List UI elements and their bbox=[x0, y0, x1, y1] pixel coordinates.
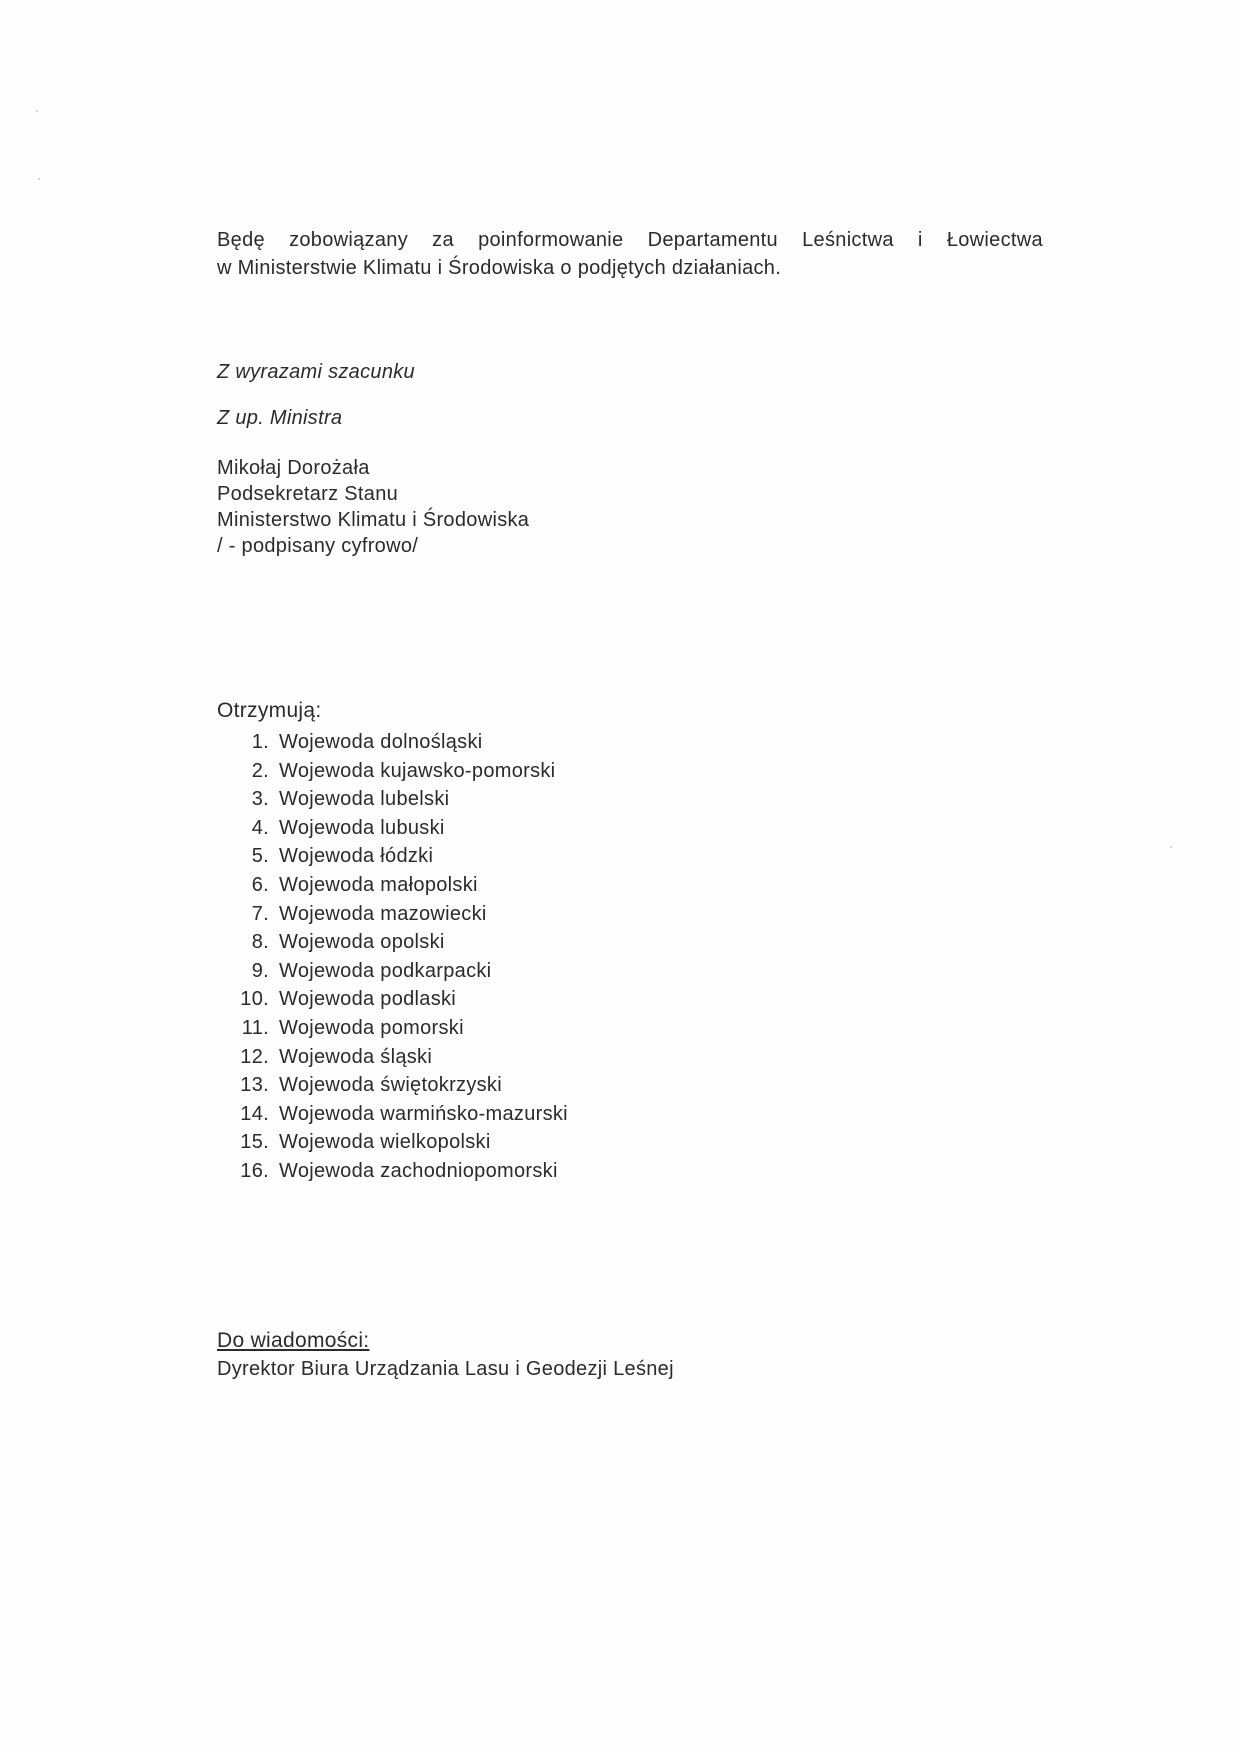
scan-speck bbox=[1170, 846, 1172, 848]
paragraph-word: i bbox=[917, 229, 923, 251]
paragraph-word: Departamentu bbox=[647, 229, 778, 251]
recipient-item bbox=[217, 1014, 568, 1043]
scan-speck bbox=[36, 110, 38, 112]
cc-heading: Do wiadomości: bbox=[217, 1329, 370, 1352]
recipients-heading: Otrzymują: bbox=[217, 699, 322, 722]
paragraph-line-1 bbox=[217, 226, 1043, 254]
recipient-name: Wojewoda lubelski bbox=[279, 788, 450, 811]
recipient-number: 15. bbox=[240, 1131, 269, 1154]
recipient-item bbox=[217, 1071, 568, 1100]
cc-recipient: Dyrektor Biura Urządzania Lasu i Geodezji Leśnej bbox=[217, 1358, 674, 1380]
recipient-item bbox=[217, 757, 568, 786]
paragraph-word: Będę bbox=[217, 229, 265, 251]
paragraph-word: Łowiectwa bbox=[946, 229, 1043, 251]
recipient-item bbox=[217, 814, 568, 843]
signature-note: / - podpisany cyfrowo/ bbox=[217, 535, 419, 557]
recipient-name: Wojewoda wielkopolski bbox=[279, 1131, 491, 1154]
recipient-number: 5. bbox=[251, 845, 269, 868]
recipient-item bbox=[217, 1043, 568, 1072]
signatory-block bbox=[217, 455, 529, 559]
recipient-number: 10. bbox=[240, 988, 269, 1011]
recipient-number: 4. bbox=[251, 816, 269, 839]
recipient-number: 12. bbox=[240, 1045, 269, 1068]
recipient-item bbox=[217, 957, 568, 986]
recipient-name: Wojewoda świętokrzyski bbox=[279, 1074, 502, 1097]
recipient-name: Wojewoda mazowiecki bbox=[279, 902, 487, 925]
recipient-number: 16. bbox=[240, 1159, 269, 1182]
recipient-name: Wojewoda kujawsko-pomorski bbox=[279, 759, 556, 782]
recipient-number: 1. bbox=[251, 731, 269, 753]
recipient-number: 11. bbox=[241, 1016, 269, 1039]
recipient-item bbox=[217, 900, 568, 929]
paragraph-word: poinformowanie bbox=[478, 229, 624, 251]
recipient-item bbox=[217, 785, 568, 814]
recipient-item bbox=[217, 1128, 568, 1157]
recipient-number: 2. bbox=[251, 759, 269, 782]
recipient-number: 6. bbox=[251, 873, 269, 896]
recipient-name: Wojewoda opolski bbox=[279, 931, 445, 954]
scan-speck bbox=[38, 178, 40, 180]
recipient-number: 9. bbox=[251, 959, 269, 982]
recipient-item bbox=[217, 728, 568, 757]
signatory-name: Mikołaj Dorożała bbox=[217, 457, 370, 479]
recipient-name: Wojewoda lubuski bbox=[279, 816, 445, 839]
recipient-item bbox=[217, 985, 568, 1014]
recipient-item bbox=[217, 1100, 568, 1129]
closing-salutation: Z wyrazami szacunku bbox=[217, 361, 415, 383]
recipients-list bbox=[217, 728, 568, 1186]
paragraph-word: Leśnictwa bbox=[802, 229, 894, 251]
recipient-name: Wojewoda podlaski bbox=[279, 988, 457, 1011]
recipient-item bbox=[217, 1157, 568, 1186]
recipient-name: Wojewoda zachodniopomorski bbox=[279, 1159, 558, 1182]
paragraph-word: zobowiązany bbox=[289, 229, 409, 251]
recipient-number: 13. bbox=[240, 1074, 269, 1097]
recipient-item bbox=[217, 871, 568, 900]
paragraph-word: za bbox=[432, 229, 454, 251]
recipient-number: 14. bbox=[240, 1102, 269, 1125]
paragraph-line-2: w Ministerstwie Klimatu i Środowiska o podjętych działaniach. bbox=[217, 257, 782, 279]
recipient-name: Wojewoda podkarpacki bbox=[279, 959, 492, 982]
recipient-name: Wojewoda łódzki bbox=[279, 845, 434, 868]
recipient-name: Wojewoda warmińsko-mazurski bbox=[279, 1102, 568, 1125]
recipient-number: 7. bbox=[251, 902, 269, 925]
recipient-name: Wojewoda dolnośląski bbox=[279, 731, 483, 753]
signatory-position: Podsekretarz Stanu bbox=[217, 483, 399, 505]
recipient-name: Wojewoda małopolski bbox=[279, 873, 478, 896]
recipient-item bbox=[217, 928, 568, 957]
recipient-number: 3. bbox=[251, 788, 269, 811]
recipient-item bbox=[217, 842, 568, 871]
body-paragraph bbox=[217, 226, 1043, 282]
recipient-name: Wojewoda pomorski bbox=[279, 1016, 464, 1039]
recipient-name: Wojewoda śląski bbox=[279, 1045, 433, 1068]
signatory-ministry: Ministerstwo Klimatu i Środowiska bbox=[217, 509, 530, 531]
recipient-number: 8. bbox=[251, 931, 269, 954]
authorization-line: Z up. Ministra bbox=[217, 407, 343, 429]
